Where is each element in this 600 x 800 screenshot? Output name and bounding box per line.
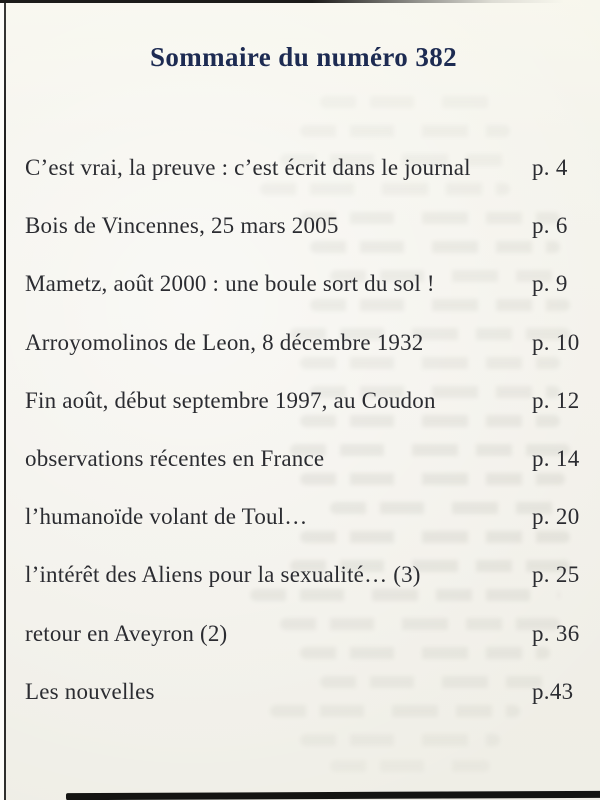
- page-frame-bottom: [66, 791, 600, 800]
- toc-entry-page: p. 9: [532, 271, 568, 297]
- toc-entry-page: p. 6: [532, 213, 568, 239]
- toc-row: [25, 388, 586, 446]
- page-title: Sommaire du numéro 382: [149, 42, 458, 72]
- toc-entry-label: retour en Aveyron (2): [25, 620, 228, 646]
- page-frame-left: [4, 0, 6, 800]
- toc-row: [25, 504, 586, 562]
- toc-entry-label: l’intérêt des Aliens pour la sexualité… (3): [25, 562, 421, 588]
- toc-list: [25, 155, 586, 737]
- toc-entry-page: p.43: [532, 678, 574, 704]
- toc-entry-label: l’humanoïde volant de Toul…: [25, 504, 308, 530]
- toc-entry-page: p. 36: [532, 620, 580, 646]
- bleed-through-artifact: [320, 96, 500, 108]
- toc-entry-page: p. 10: [532, 329, 580, 355]
- page-frame-top: [0, 0, 600, 3]
- toc-row: [25, 562, 586, 620]
- toc-row: [25, 446, 586, 504]
- toc-entry-page: p. 14: [532, 445, 580, 471]
- toc-entry-label: Les nouvelles: [25, 678, 155, 704]
- toc-row: [25, 155, 586, 213]
- toc-entry-label: Fin août, début septembre 1997, au Coudon: [25, 387, 436, 413]
- toc-row: [25, 213, 586, 271]
- toc-entry-label: Bois de Vincennes, 25 mars 2005: [25, 213, 339, 239]
- toc-row: [25, 679, 586, 737]
- bleed-through-artifact: [330, 760, 490, 772]
- toc-entry-page: p. 25: [532, 562, 580, 588]
- toc-entry-label: Mametz, août 2000 : une boule sort du sol !: [25, 271, 435, 297]
- toc-entry-label: C’est vrai, la preuve : c’est écrit dans le journal: [25, 155, 471, 180]
- bleed-through-artifact: [300, 125, 510, 137]
- toc-entry-label: observations récentes en France: [25, 445, 325, 471]
- toc-entry-label: Arroyomolinos de Leon, 8 décembre 1932: [25, 329, 424, 355]
- toc-entry-page: p. 12: [532, 387, 580, 413]
- toc-entry-page: p. 20: [532, 504, 580, 530]
- toc-entry-page: p. 4: [532, 155, 568, 180]
- toc-row: [25, 271, 586, 329]
- toc-row: [25, 330, 586, 388]
- toc-row: [25, 621, 586, 679]
